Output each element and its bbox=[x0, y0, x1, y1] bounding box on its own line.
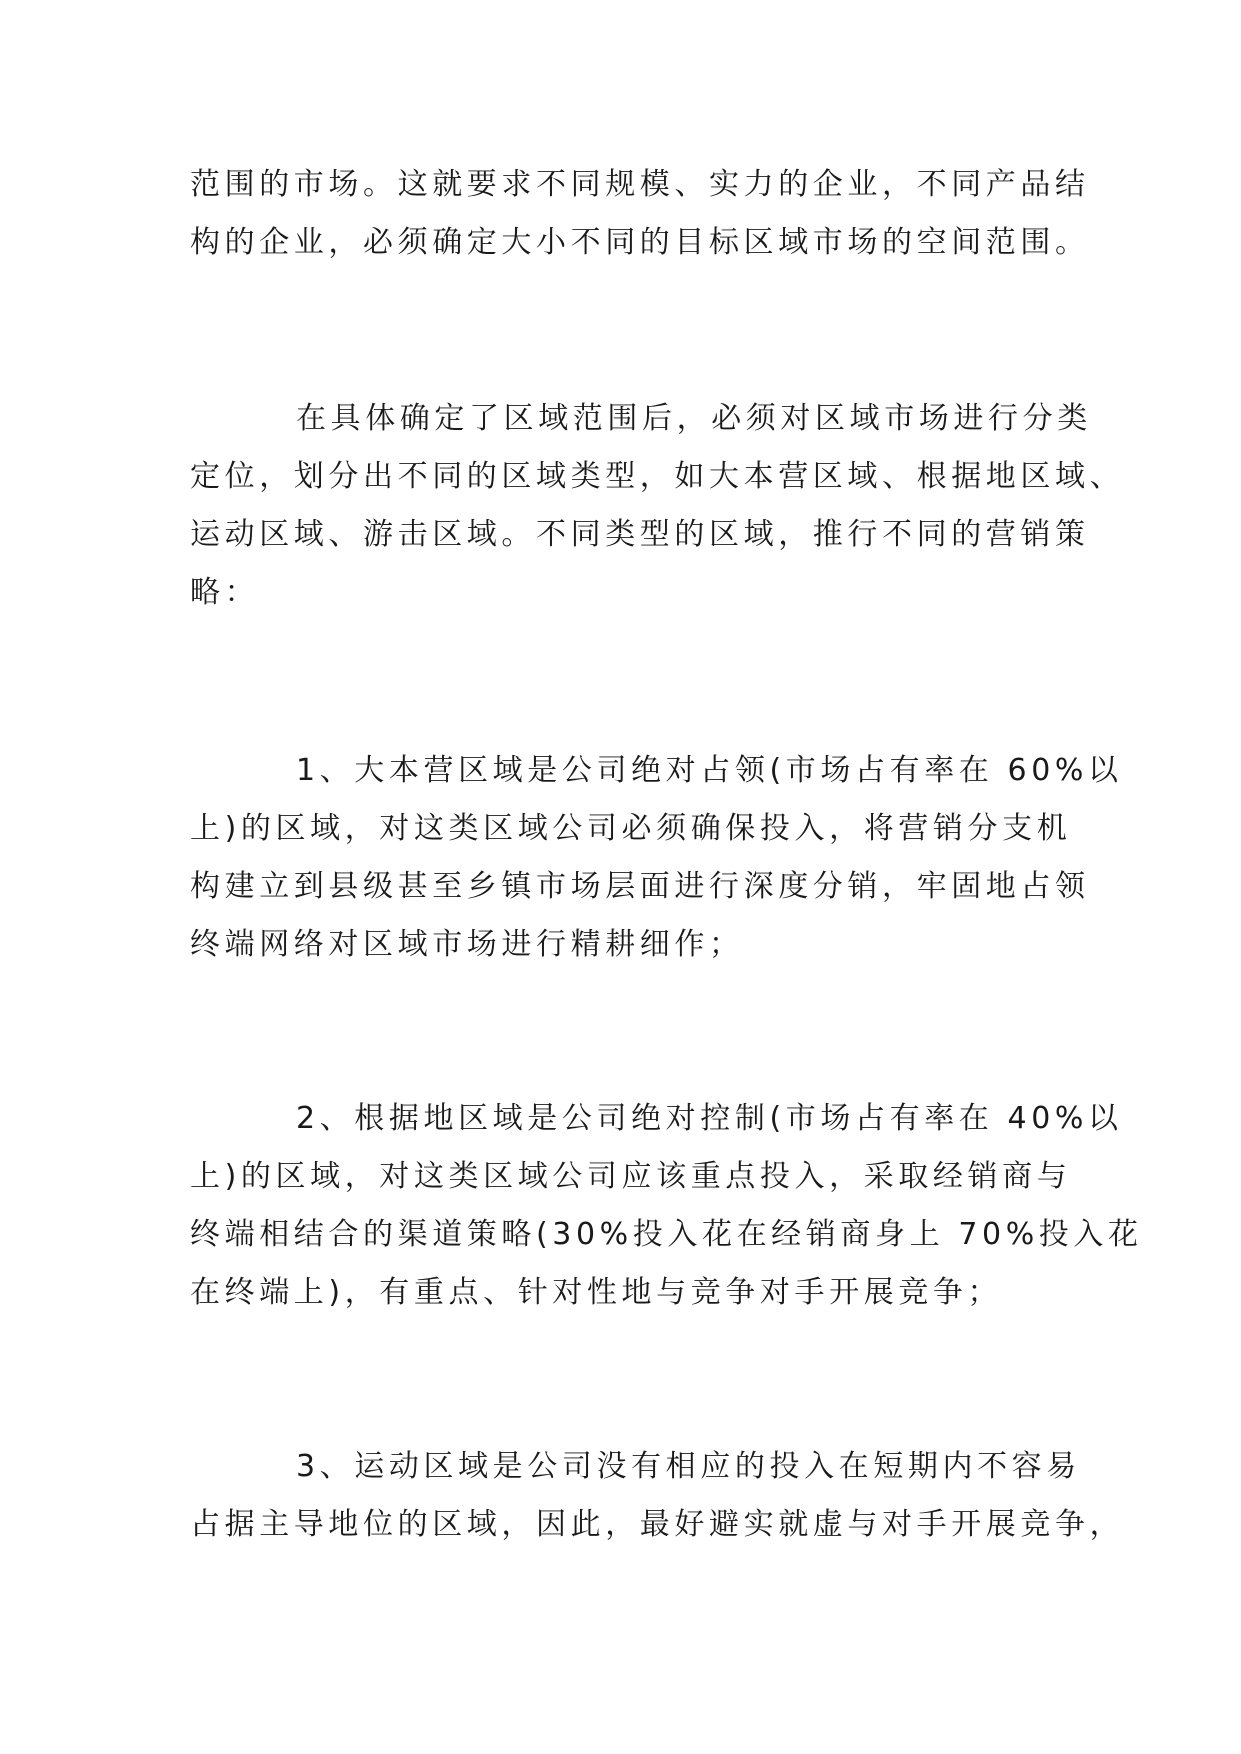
text-line: 上)的区域，对这类区域公司必须确保投入，将营销分支机 bbox=[190, 811, 1072, 846]
paragraph-market-scope bbox=[190, 156, 1090, 272]
text-line: 定位，划分出不同的区域类型，如大本营区域、根据地区域、 bbox=[190, 459, 1125, 494]
text-line: 略： bbox=[190, 575, 260, 610]
paragraph-mobile-region bbox=[190, 1438, 1125, 1554]
paragraph-stronghold-region bbox=[190, 1090, 1143, 1322]
text-line: 在终端上)，有重点、针对性地与竞争对手开展竞争； bbox=[190, 1275, 1003, 1310]
text-line: 3、运动区域是公司没有相应的投入在短期内不容易 bbox=[296, 1449, 1081, 1484]
text-line: 构建立到县级甚至乡镇市场层面进行深度分销，牢固地占领 bbox=[190, 869, 1090, 904]
paragraph-base-camp-region bbox=[190, 742, 1123, 974]
paragraph-region-classification bbox=[190, 390, 1125, 622]
text-line: 终端相结合的渠道策略(30%投入花在经销商身上 70%投入花 bbox=[190, 1217, 1143, 1252]
text-line: 占据主导地位的区域，因此，最好避实就虚与对手开展竞争， bbox=[190, 1507, 1125, 1542]
text-line: 在具体确定了区域范围后，必须对区域市场进行分类 bbox=[296, 401, 1092, 436]
text-line: 上)的区域，对这类区域公司应该重点投入，采取经销商与 bbox=[190, 1159, 1072, 1194]
text-line: 范围的市场。这就要求不同规模、实力的企业，不同产品结 bbox=[190, 167, 1090, 202]
text-line: 2、根据地区域是公司绝对控制(市场占有率在 40%以 bbox=[296, 1101, 1123, 1136]
text-line: 1、大本营区域是公司绝对占领(市场占有率在 60%以 bbox=[296, 753, 1123, 788]
text-line: 构的企业，必须确定大小不同的目标区域市场的空间范围。 bbox=[190, 225, 1090, 260]
text-line: 终端网络对区域市场进行精耕细作； bbox=[190, 927, 744, 962]
text-line: 运动区域、游击区域。不同类型的区域，推行不同的营销策 bbox=[190, 517, 1090, 552]
